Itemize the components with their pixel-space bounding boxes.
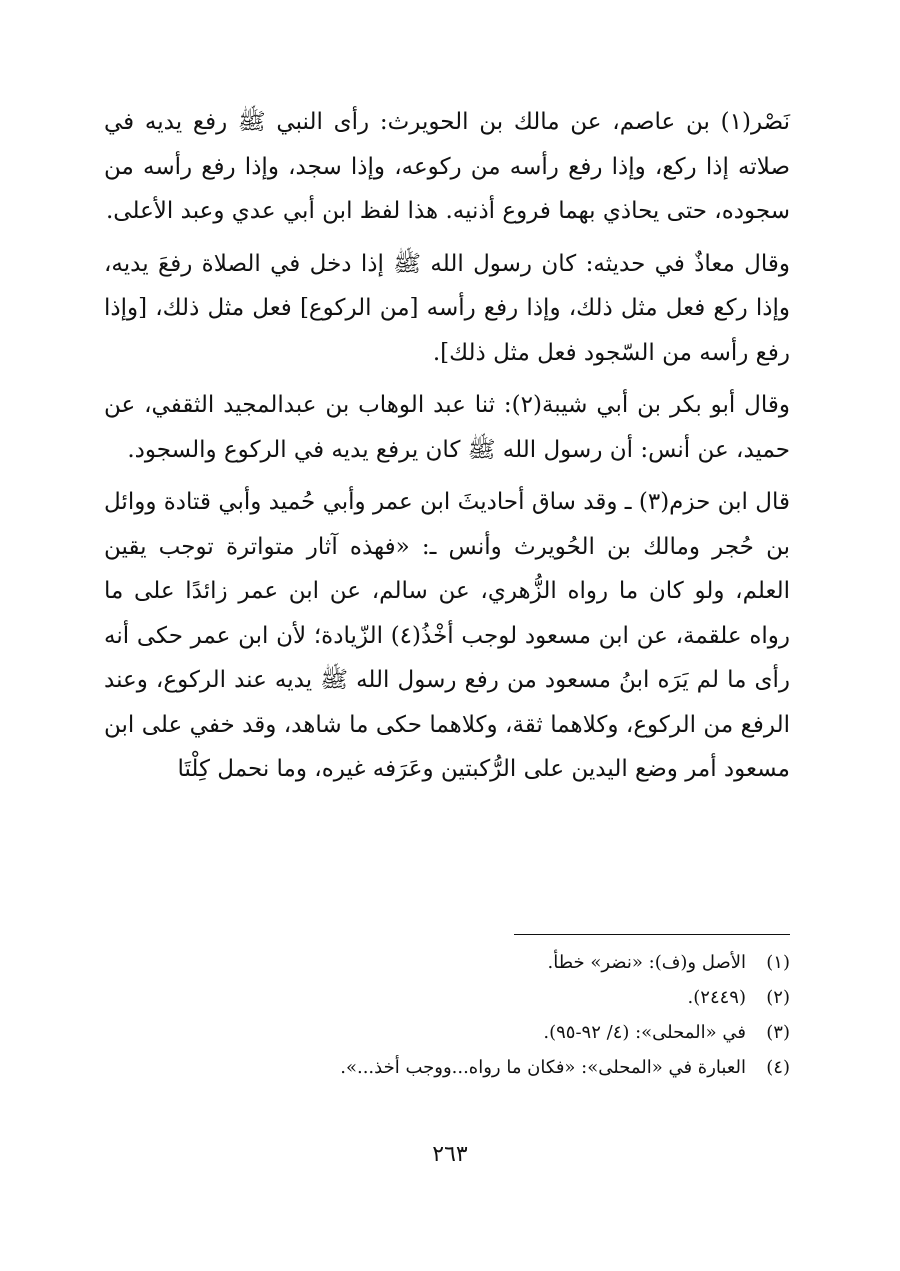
footnote-2 <box>104 980 790 1015</box>
footnotes-section <box>104 934 790 1085</box>
footnote-text: الأصل و(ف): «نضر» خطأ. <box>547 952 746 973</box>
main-text <box>104 100 790 792</box>
paragraph-2: وقال معاذٌ في حديثه: كان رسول الله ﷺ إذا دخل في الصلاة رفعَ يديه، وإذا ركع فعل مثل ذلك، وإذا رفع رأسه [من الركوع] فعل مثل ذلك، [وإذا رفع رأسه من السّجود فعل مثل ذلك]. <box>104 250 790 366</box>
footnote-3 <box>104 1015 790 1050</box>
footnote-text: في «المحلى»: (٤/ ٩٢-٩٥). <box>543 1022 746 1043</box>
footnote-number: (١) <box>766 952 790 973</box>
footnote-1 <box>104 945 790 980</box>
footnote-number: (٤) <box>766 1057 790 1078</box>
paragraph-4: قال ابن حزم(٣) ـ وقد ساق أحاديثَ ابن عمر وأبي حُميد وأبي قتادة ووائل بن حُجر ومالك بن الحُويرث وأنس ـ: «فهذه آثار متواترة توجب يقين العلم، ولو كان ما رواه الزُّهري، عن سالم، عن ابن عمر زائدًا على ما رواه علقمة، عن ابن مسعود لوجب أخْذُ(٤) الزّيادة؛ لأن ابن عمر حكى أنه رأى ما لم يَرَه ابنُ مسعود من رفع رسول الله ﷺ يديه عند الركوع، وعند الرفع من الركوع، وكلاهما ثقة، وكلاهما حكى ما شاهد، وقد خفي على ابن مسعود أمر وضع اليدين على الرُّكبتين وعَرَفه غيره، وما نحمل كِلْتَا <box>104 489 791 782</box>
paragraph-3: وقال أبو بكر بن أبي شيبة(٢): ثنا عبد الوهاب بن عبدالمجيد الثقفي، عن حميد، عن أنس: أن رسول الله ﷺ كان يرفع يديه في الركوع والسجود. <box>104 392 790 463</box>
footnote-number: (٣) <box>766 1022 790 1043</box>
paragraph-1: نَصْر(١) بن عاصم، عن مالك بن الحويرث: رأى النبي ﷺ رفع يديه في صلاته إذا ركع، وإذا رفع رأسه من ركوعه، وإذا سجد، وإذا رفع رأسه من سجوده، حتى يحاذي بهما فروع أذنيه. هذا لفظ ابن أبي عدي وعبد الأعلى. <box>104 109 790 224</box>
footnote-4 <box>104 1050 790 1085</box>
footnote-text: (٢٤٤٩). <box>687 987 746 1008</box>
footnote-number: (٢) <box>766 987 790 1008</box>
footnote-divider <box>514 934 790 935</box>
footnote-text: العبارة في «المحلى»: «فكان ما رواه...ووجب أخذ...». <box>340 1057 746 1078</box>
page-number: ٢٦٣ <box>432 1142 468 1167</box>
